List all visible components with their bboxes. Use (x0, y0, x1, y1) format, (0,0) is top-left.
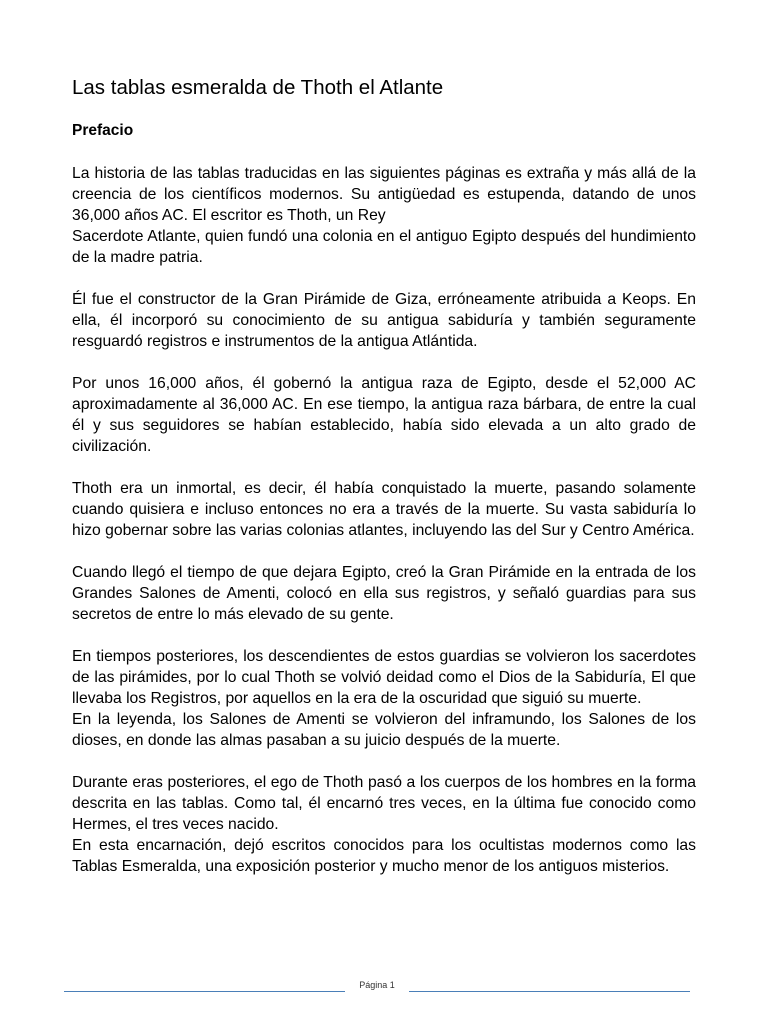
footer-rule-left (64, 991, 345, 992)
paragraph: En tiempos posteriores, los descendientes de estos guardias se volvieron los sacerdotes de las pirámides, por lo cual Thoth se volvió deidad como el Dios de la Sabiduría, El que llevaba los Registros, por aquellos en la era de la oscuridad que siguió su muerte. (72, 648, 696, 707)
paragraph: En esta encarnación, dejó escritos conocidos para los ocultistas modernos como las Tablas Esmeralda, una exposición posterior y mucho menor de los antiguos misterios. (72, 837, 696, 875)
page-number: Página 1 (359, 980, 395, 990)
paragraph: Thoth era un inmortal, es decir, él había conquistado la muerte, pasando solamente cuando quisiera e incluso entonces no era a través de la muerte. Su vasta sabiduría lo hizo gobernar sobre las varias colonias atlantes, incluyendo las del Sur y Centro América. (72, 480, 696, 539)
paragraph: La historia de las tablas traducidas en las siguientes páginas es extraña y más allá de la creencia de los científicos modernos. Su antigüedad es estupenda, datando de unos 36,000 años AC. El escritor es Thoth, un Rey (72, 165, 696, 224)
paragraph: Sacerdote Atlante, quien fundó una colonia en el antiguo Egipto después del hundimiento de la madre patria. (72, 228, 696, 266)
paragraph: Durante eras posteriores, el ego de Thoth pasó a los cuerpos de los hombres en la forma descrita en las tablas. Como tal, él encarnó tres veces, en la última fue conocido como Hermes, el tres veces nacido. (72, 774, 696, 833)
paragraph: Cuando llegó el tiempo de que dejara Egipto, creó la Gran Pirámide en la entrada de los Grandes Salones de Amenti, colocó en ella sus registros, y señaló guardias para sus secretos de entre lo más elevado de su gente. (72, 564, 696, 623)
page-footer (64, 975, 690, 995)
document-title: Las tablas esmeralda de Thoth el Atlante (72, 76, 444, 99)
paragraph: Por unos 16,000 años, él gobernó la antigua raza de Egipto, desde el 52,000 AC aproximadamente al 36,000 AC. En ese tiempo, la antigua raza bárbara, de entre la cual él y sus seguidores se habían establecido, había sido elevada a un alto grado de civilización. (72, 375, 696, 455)
document-body (72, 163, 696, 877)
footer-rule-right (409, 991, 690, 992)
paragraph: Él fue el constructor de la Gran Pirámide de Giza, erróneamente atribuida a Keops. En ella, él incorporó su conocimiento de su antigua sabiduría y también seguramente resguardó registros e instrumentos de la antigua Atlántida. (72, 291, 696, 350)
section-heading: Prefacio (72, 122, 134, 139)
paragraph: En la leyenda, los Salones de Amenti se volvieron del inframundo, los Salones de los dioses, en donde las almas pasaban a su juicio después de la muerte. (72, 711, 696, 749)
